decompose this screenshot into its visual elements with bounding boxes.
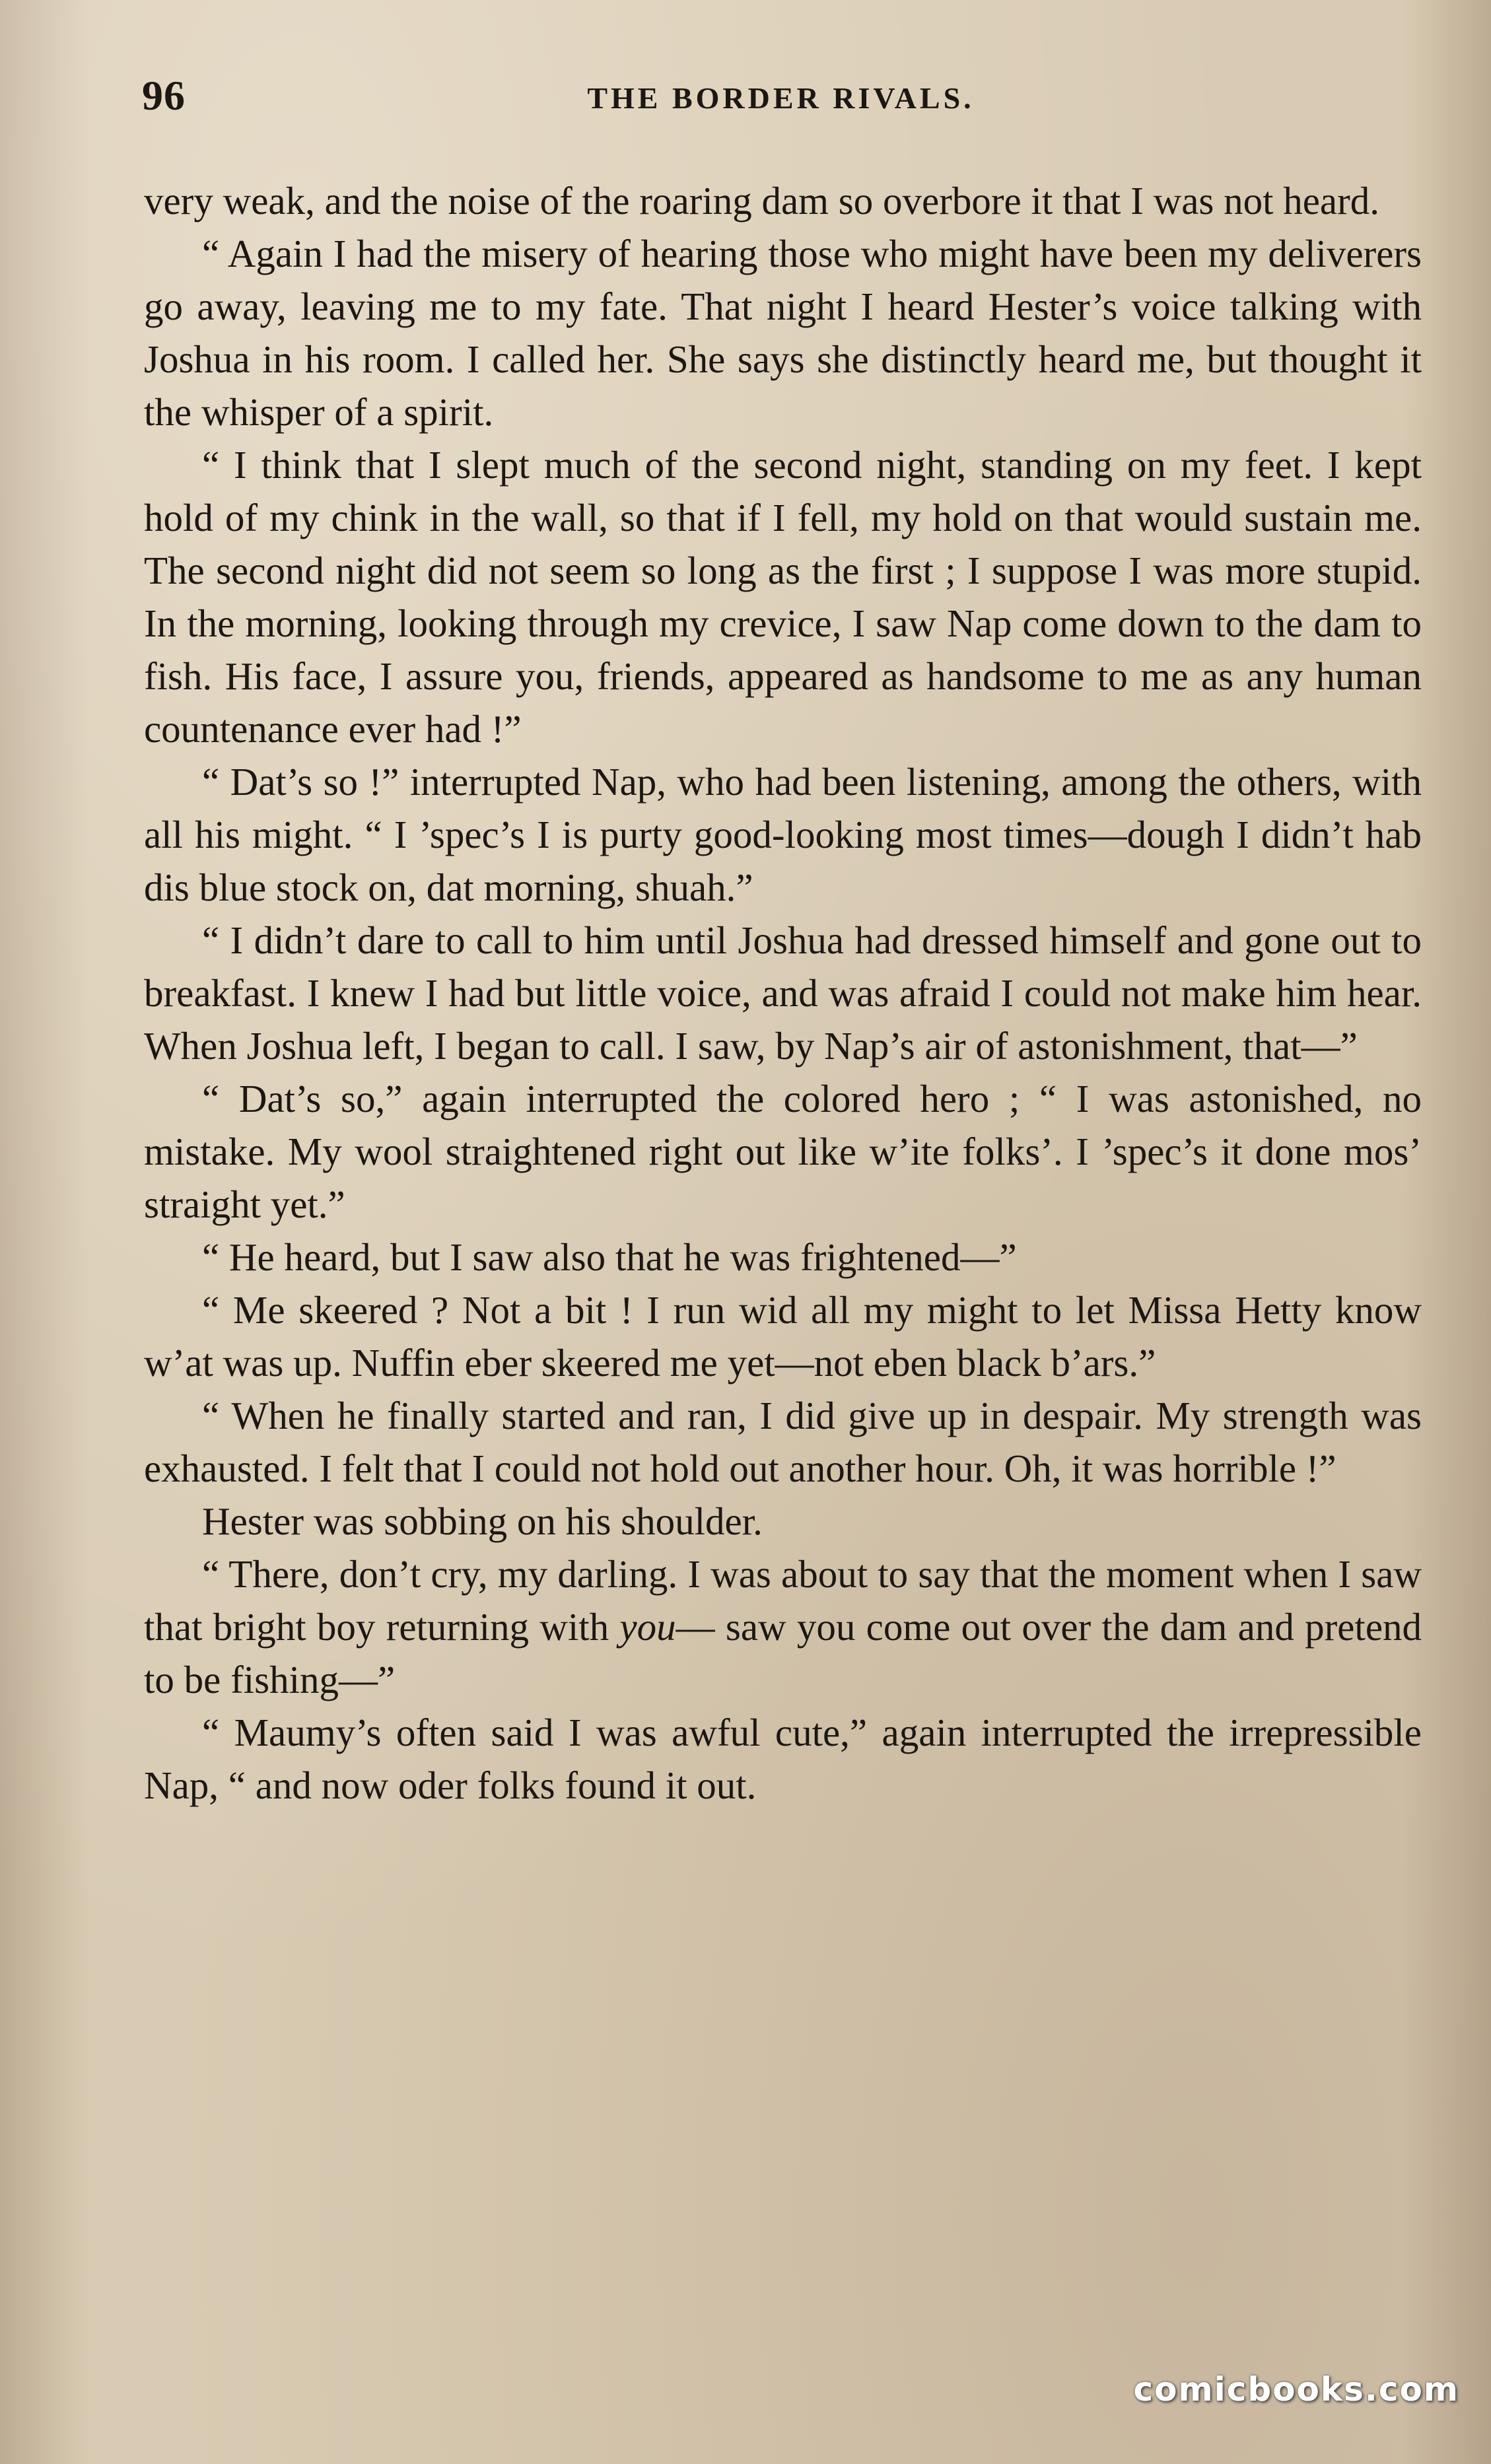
paragraph: “ Maumy’s often said I was awful cute,” again interrupted the irrepressible Nap, “ and now oder folks found it out. [144,1711,1422,1807]
paragraph-text: “ There, don’t cry, my darling. I was about to say that the moment when I saw that bright boy returning with [144,1552,1422,1649]
running-head: THE BORDER RIVALS. [587,81,975,115]
paragraph [144,1548,1422,1706]
paragraph: “ I didn’t dare to call to him until Joshua had dressed himself and gone out to breakfast. I knew I had but little voice, and was afraid I could not make him hear. When Joshua left, I began to call. I saw, by Nap’s air of astonishment, that—” [144,918,1422,1068]
italic-emphasis: you [619,1605,676,1649]
paragraph: very weak, and the noise of the roaring dam so overbore it that I was not heard. [144,179,1380,222]
paragraph: “ Dat’s so !” interrupted Nap, who had been listening, among the others, with all his might. “ I ’spec’s I is purty good-looking most times—dough I didn’t hab dis blue stock on, dat morning, shuah.” [144,760,1422,909]
paragraph: Hester was sobbing on his shoulder. [202,1499,763,1543]
paragraph: “ When he finally started and ran, I did give up in despair. My strength was exhausted. I felt that I could not hold out another hour. Oh, it was horrible !” [144,1394,1422,1490]
paragraph-text: — saw you come out over the dam and pretend to be fishing—” [144,1605,1422,1701]
page-number: 96 [142,72,186,119]
paragraph: “ Me skeered ? Not a bit ! I run wid all my might to let Missa Hetty know w’at was up. Nuffin eber skeered me yet—not eben black b’ars.” [144,1288,1422,1385]
paragraph: “ He heard, but I saw also that he was frightened—” [202,1235,1017,1279]
paragraph: “ Dat’s so,” again interrupted the colored hero ; “ I was astonished, no mistake. My wool straightened right out like w’ite folks’. I ’spec’s it done mos’ straight yet.” [144,1077,1422,1226]
paragraph: “ Again I had the misery of hearing those who might have been my deliverers go away, leaving me to my fate. That night I heard Hester’s voice talking with Joshua in his room. I called her. She says she distinctly heard me, but thought it the whisper of a spirit. [144,232,1422,434]
paragraph: “ I think that I slept much of the second night, standing on my feet. I kept hold of my chink in the wall, so that if I fell, my hold on that would sustain me. The second night did not seem so long as the first ; I suppose I was more stupid. In the morning, looking through my crevice, I saw Nap come down to the dam to fish. His face, I assure you, friends, appeared as handsome to me as any human countenance ever had !” [144,443,1422,751]
watermark: comicbooks.com [1133,2370,1459,2409]
body-text [144,174,1422,1812]
page-header [142,71,1420,131]
